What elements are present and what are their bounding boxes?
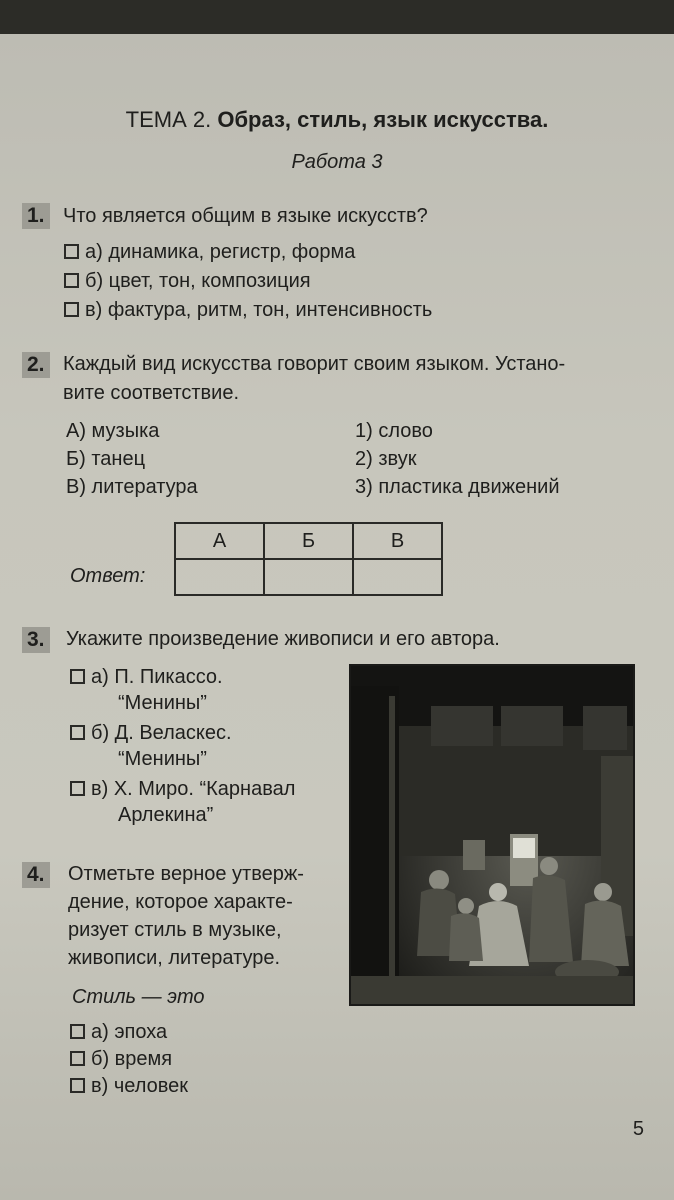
question-4-number: 4. bbox=[22, 862, 50, 888]
painting-image bbox=[349, 664, 635, 1006]
q2-right-2: 2) звук bbox=[355, 448, 417, 470]
painting-svg bbox=[351, 666, 635, 1006]
question-3-text: Укажите произведение живописи и его автора. bbox=[66, 628, 500, 650]
question-2-number: 2. bbox=[22, 352, 50, 378]
question-4-line4: живописи, литературе. bbox=[68, 947, 281, 969]
q1-option-b[interactable]: б) цвет, тон, композиция bbox=[64, 268, 311, 294]
checkbox[interactable] bbox=[70, 781, 85, 796]
q3-option-b-line2: “Менины” bbox=[118, 748, 207, 770]
q3-option-c[interactable]: в) Х. Миро. “Карнавал bbox=[70, 776, 295, 802]
answer-header-b: Б bbox=[264, 523, 353, 559]
checkbox[interactable] bbox=[70, 669, 85, 684]
q2-left-c: В) литература bbox=[66, 476, 198, 498]
question-2-text-line2: вите соответствие. bbox=[63, 382, 240, 404]
work-subtitle: Работа 3 bbox=[291, 151, 383, 173]
checkbox[interactable] bbox=[70, 725, 85, 740]
q2-right-1: 1) слово bbox=[355, 420, 433, 442]
checkbox[interactable] bbox=[70, 1051, 85, 1066]
theme-title: Образ, стиль, язык искусства. bbox=[217, 107, 549, 132]
question-4-prompt: Стиль — это bbox=[72, 986, 205, 1008]
q3-option-a[interactable]: а) П. Пикассо. bbox=[70, 664, 223, 690]
q3-option-b[interactable]: б) Д. Веласкес. bbox=[70, 720, 232, 746]
checkbox[interactable] bbox=[64, 273, 79, 288]
answer-cell-a[interactable] bbox=[175, 559, 264, 595]
page-number: 5 bbox=[632, 1118, 644, 1140]
question-4-line3: ризует стиль в музыке, bbox=[68, 919, 282, 941]
q3-option-a-line2: “Менины” bbox=[118, 692, 207, 714]
theme-prefix: ТЕМА 2. bbox=[125, 107, 212, 132]
answer-label: Ответ: bbox=[70, 565, 146, 587]
q3-option-c-line2: Арлекина” bbox=[118, 804, 214, 826]
q2-right-3: 3) пластика движений bbox=[355, 476, 560, 498]
q2-left-a: А) музыка bbox=[66, 420, 160, 442]
checkbox[interactable] bbox=[64, 244, 79, 259]
q1-option-c[interactable]: в) фактура, ритм, тон, интенсивность bbox=[64, 297, 432, 323]
answer-header-c: В bbox=[353, 523, 442, 559]
q2-left-b: Б) танец bbox=[66, 448, 146, 470]
question-2-text-line1: Каждый вид искусства говорит своим языком. Устано- bbox=[63, 353, 566, 375]
answer-header-a: А bbox=[175, 523, 264, 559]
answer-cell-b[interactable] bbox=[264, 559, 353, 595]
checkbox[interactable] bbox=[64, 302, 79, 317]
q4-option-a[interactable]: а) эпоха bbox=[70, 1019, 167, 1045]
page-title bbox=[0, 107, 674, 133]
question-4-line2: дение, которое характе- bbox=[68, 891, 293, 913]
checkbox[interactable] bbox=[70, 1024, 85, 1039]
answer-cell-c[interactable] bbox=[353, 559, 442, 595]
q1-option-a[interactable]: а) динамика, регистр, форма bbox=[64, 239, 355, 265]
q4-option-c[interactable]: в) человек bbox=[70, 1073, 188, 1099]
checkbox[interactable] bbox=[70, 1078, 85, 1093]
answer-table bbox=[174, 522, 443, 596]
question-1-number: 1. bbox=[22, 203, 50, 229]
question-1-text: Что является общим в языке искусств? bbox=[63, 205, 428, 227]
question-3-number: 3. bbox=[22, 627, 50, 653]
q4-option-b[interactable]: б) время bbox=[70, 1046, 172, 1072]
question-4-line1: Отметьте верное утверж- bbox=[68, 863, 304, 885]
